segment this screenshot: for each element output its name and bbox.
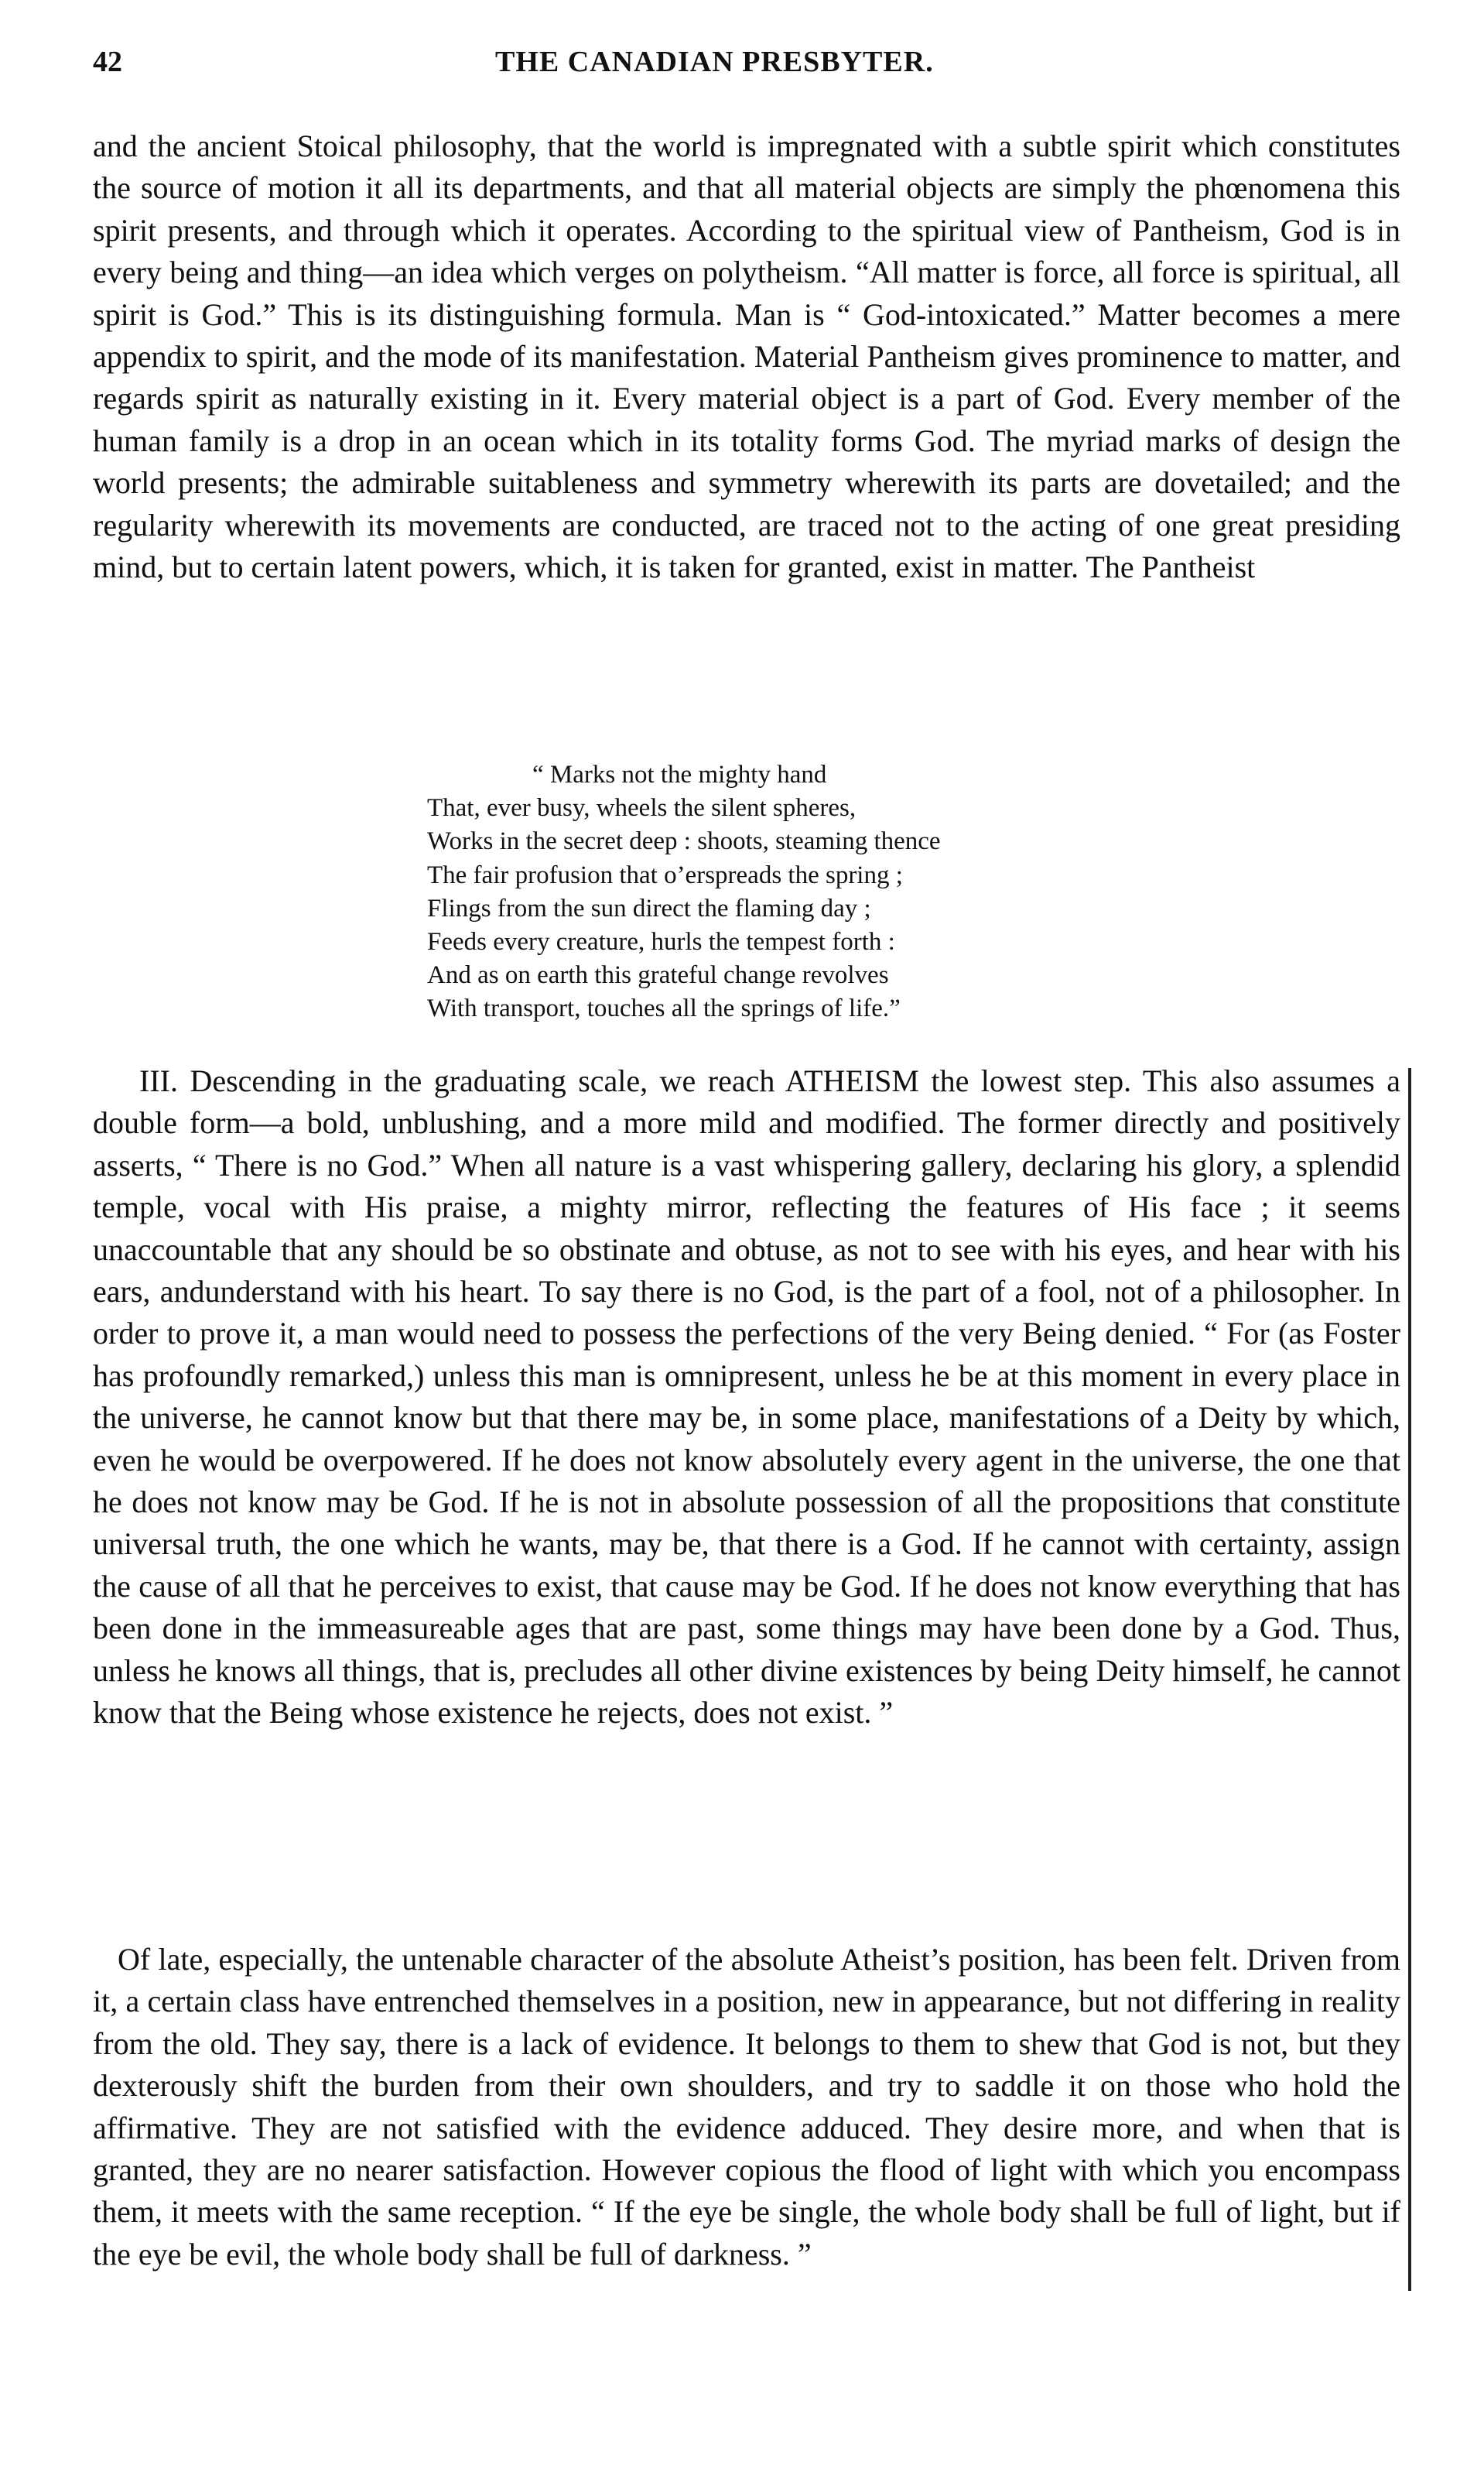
paragraph-atheism: III. Descending in the graduating scale, we reach ATHEISM the lowest step. This also assumes a double form—a bold, unblushing, and a more mild and modified. The former directly and positively asserts, “ There is no God.” When all nature is a vast whispering gallery, declaring his glory, a splendid temple, vocal with His praise, a mighty mirror, reflecting the features of His face ; it seems unaccountable that any should be so obstinate and obtuse, as not to see with his eyes, and hear with his ears, andunderstand with his heart. To say there is no God, is the part of a fool, not of a philosopher. In order to prove it, a man would need to possess the perfections of the very Being denied. “ For (as Foster has profoundly remarked,) unless this man is omnipresent, unless he be at this moment in every place in the universe, he cannot know but that there may be, in some place, manifestations of a Deity by which, even he would be overpowered. If he does not know absolutely every agent in the universe, the one that he does not know may be God. If he is not in absolute possession of all the propositions that constitute universal truth, the one which he wants, may be, that there is a God. If he cannot with certainty, assign the cause of all that he perceives to exist, that cause may be God. If he does not know everything that has been done in the immeasureable ages that are past, some things may have been done by a God. Thus, unless he knows all things, that is, precludes all other divine existences by being Deity himself, he cannot know that the Being whose existence he rejects, does not exist. ” xyxy=(93,1063,1400,1731)
page-number: 42 xyxy=(93,46,122,78)
paragraph-evidence: Of late, especially, the untenable character of the absolute Atheist’s position, has been felt. Driven from it, a certain class have entrenched themselves in a position, new in appearance, but not differing in reality from the old. They say, there is a lack of evidence. It belongs to them to shew that God is not, but they dexterously shift the burden from their own shoulders, and try to saddle it on those who hold the affirmative. They are not satisfied with the evidence adduced. They desire more, and when that is granted, they are no nearer satisfaction. However copious the flood of light with which you encompass them, it meets with the same reception. “ If the eye be single, the whole body shall be full of light, but if the eye be evil, the whole body shall be full of darkness. ” xyxy=(93,1942,1400,2272)
page-header xyxy=(93,45,1393,91)
running-title: THE CANADIAN PRESBYTER. xyxy=(495,46,934,78)
verse-line: “ Marks not the mighty hand xyxy=(532,761,827,789)
verse-quotation xyxy=(427,758,1240,1026)
verse-line: Flings from the sun direct the flaming day ; xyxy=(427,894,871,923)
verse-line: With transport, touches all the springs of life.” xyxy=(427,995,901,1023)
verse-line: Feeds every creature, hurls the tempest forth : xyxy=(427,928,895,957)
verse-line: Works in the secret deep : shoots, steaming thence xyxy=(427,827,941,856)
verse-line: The fair profusion that o’erspreads the spring ; xyxy=(427,861,903,889)
paragraph-pantheism: and the ancient Stoical philosophy, that the world is impregnated with a subtle spirit which constitutes the source of motion it all its departments, and that all material objects are simply the phœnomena this spirit presents, and through which it operates. According to the spiritual view of Pantheism, God is in every being and thing—an idea which verges on polytheism. “All matter is force, all force is spiritual, all spirit is God.” This is its distinguishing formula. Man is “ God-intoxicated.” Matter becomes a mere appendix to spirit, and the mode of its manifestation. Material Pantheism gives prominence to matter, and regards spirit as naturally existing in it. Every material object is a part of God. Every member of the human family is a drop in an ocean which in its totality forms God. The myriad marks of design the world presents; the admirable suitableness and symmetry wherewith its parts are dovetailed; and the regularity wherewith its movements are conducted, are traced not to the acting of one great presiding mind, but to certain latent powers, which, it is taken for granted, exist in matter. The Pantheist xyxy=(93,128,1400,585)
verse-line: And as on earth this grateful change revolves xyxy=(427,961,889,990)
margin-rule xyxy=(1408,1068,1411,2291)
verse-line: That, ever busy, wheels the silent spheres, xyxy=(427,794,857,823)
